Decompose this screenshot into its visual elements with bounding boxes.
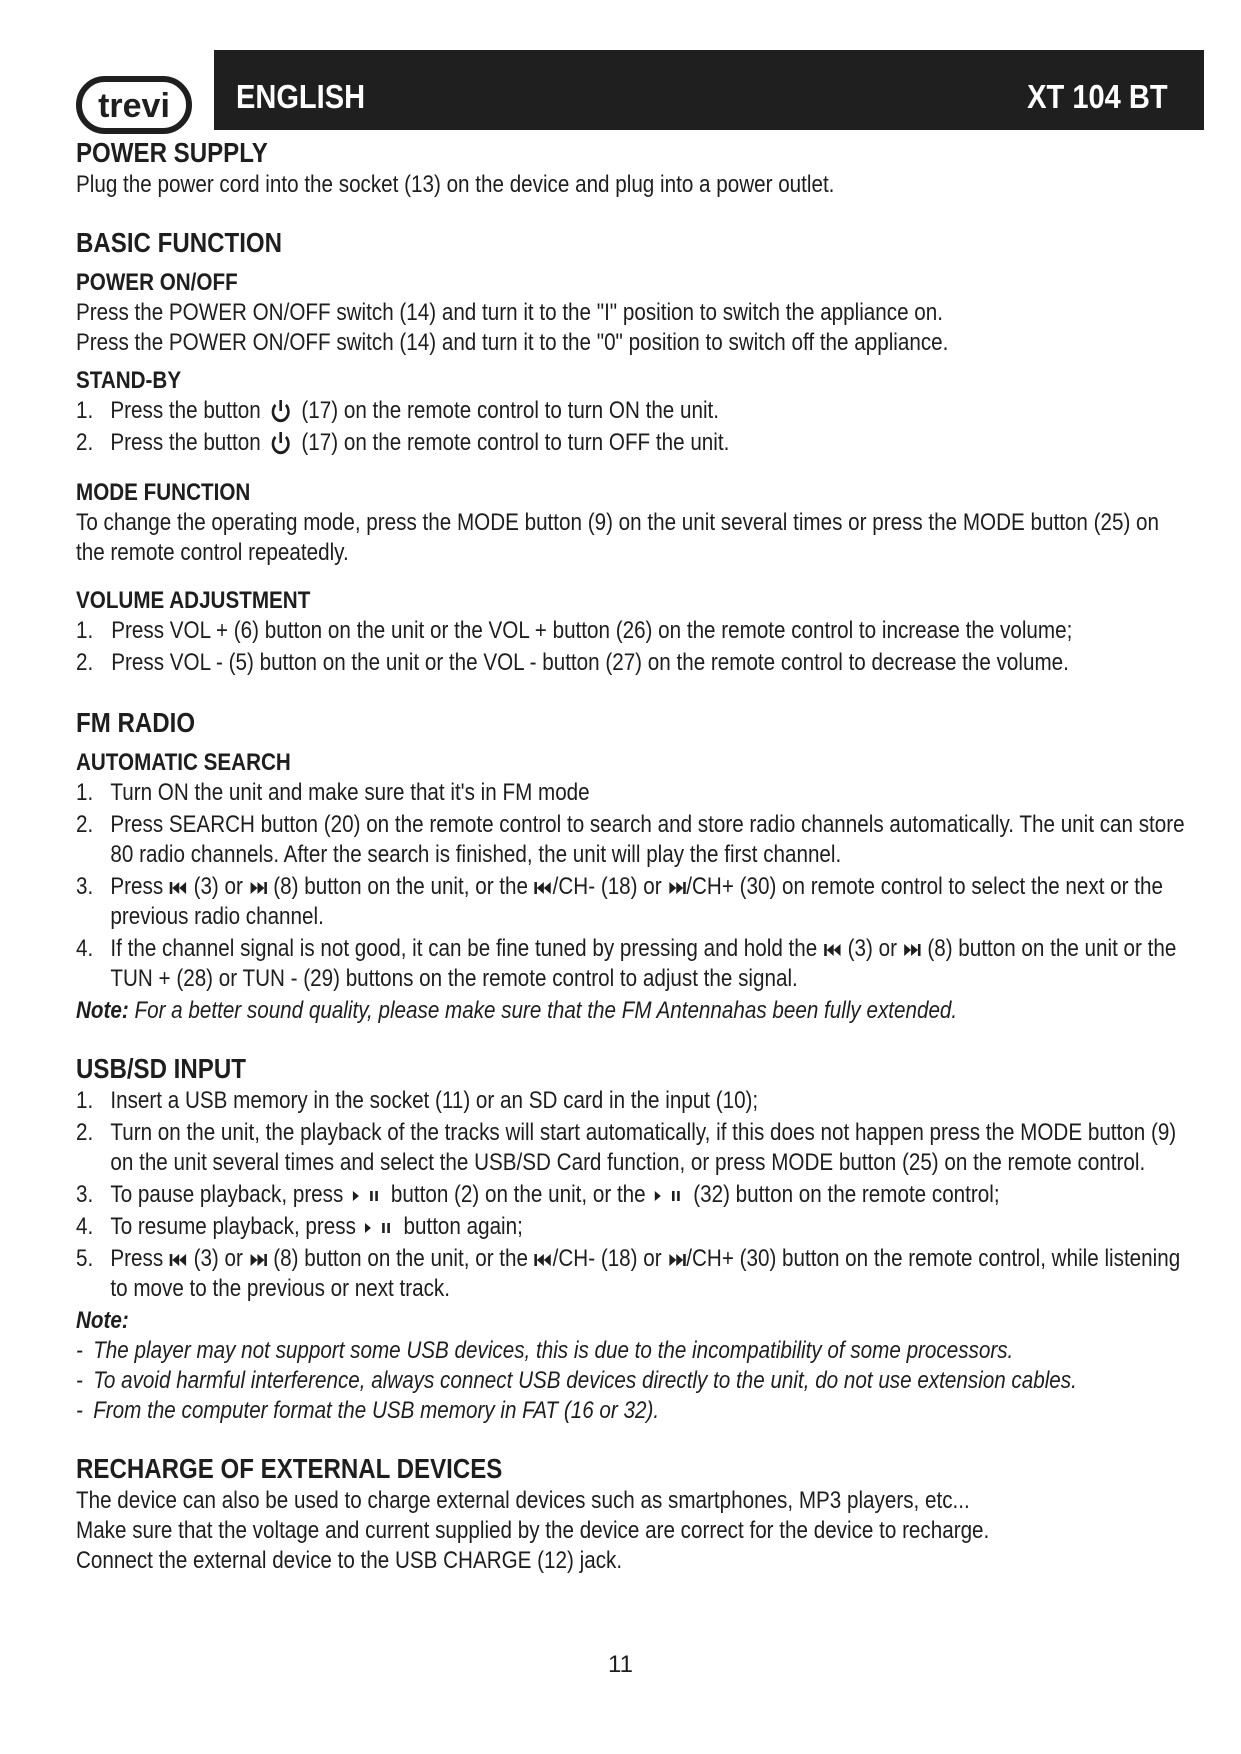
recharge-text: The device can also be used to charge external devices such as smartphones, MP3 players, etc... [76, 1487, 970, 1514]
standby-item: 1. Press the button (17) on the remote control to turn ON the unit. [76, 397, 720, 424]
power-supply-heading: POWER SUPPLY [76, 137, 268, 168]
standby-item: 2. Press the button (17) on the remote control to turn OFF the unit. [76, 429, 730, 456]
skip-back-icon [823, 942, 842, 958]
power-icon [266, 398, 295, 426]
usb-note-item: - The player may not support some USB devices, this is due to the incompatibility of some processors. [76, 1336, 1186, 1366]
skip-forward-icon [249, 1252, 268, 1268]
volume-item: 1. Press VOL + (6) button on the unit or the VOL + button (26) on the remote control to increase the volume; [76, 617, 1073, 644]
header-bar [214, 50, 1204, 130]
recharge-heading: RECHARGE OF EXTERNAL DEVICES [76, 1453, 503, 1484]
fm-item: 4. If the channel signal is not good, it can be fine tuned by pressing and hold the (3) or (8) button on the unit or the TUN + (28) or TUN - (29) buttons on the remote control to adjust the signal. [76, 935, 1177, 992]
power-off-text: Press the POWER ON/OFF switch (14) and turn it to the "0" position to switch off the appliance. [76, 329, 949, 356]
power-onoff-heading: POWER ON/OFF [76, 269, 238, 296]
skip-forward-icon [667, 1252, 686, 1268]
skip-forward-icon [903, 942, 922, 958]
volume-heading: VOLUME ADJUSTMENT [76, 587, 311, 614]
fm-note: Note: For a better sound quality, please make sure that the FM Antennahas been fully extended. [76, 997, 958, 1024]
fm-item: 3. Press (3) or (8) button on the unit, or the /CH- (18) or /CH+ (30) on remote control to select the next or the previous radio channel. [76, 873, 1163, 930]
play-pause-icon [362, 1220, 398, 1236]
model-label: XT 104 BT [1027, 78, 1168, 115]
usb-note-label: Note: [76, 1307, 129, 1334]
mode-function-text: To change the operating mode, press the MODE button (9) on the unit several times or press the MODE button (25) on the remote control repeatedly. [76, 509, 1160, 566]
volume-item: 2. Press VOL - (5) button on the unit or the VOL - button (27) on the remote control to decrease the volume. [76, 649, 1069, 676]
usb-note-item: - To avoid harmful interference, always connect USB devices directly to the unit, do not use extension cables. [76, 1366, 1186, 1396]
play-pause-icon [651, 1188, 687, 1204]
usb-note-item: - From the computer format the USB memory in FAT (16 or 32). [76, 1396, 1186, 1426]
trevi-logo [76, 76, 192, 134]
skip-forward-icon [249, 880, 268, 896]
automatic-search-heading: AUTOMATIC SEARCH [76, 749, 291, 776]
usb-item: 2. Turn on the unit, the playback of the tracks will start automatically, if this does not happen press the MODE button (9) on the unit several times and select the USB/SD Card function, or press MODE button (25) on the remote control. [76, 1119, 1177, 1176]
recharge-text: Make sure that the voltage and current supplied by the device are correct for the device to recharge. [76, 1517, 990, 1544]
standby-heading: STAND-BY [76, 367, 182, 394]
svg-text:trevi: trevi [98, 87, 170, 125]
language-label: ENGLISH [236, 78, 366, 115]
power-icon [266, 430, 295, 458]
skip-back-icon [534, 1252, 553, 1268]
usb-item: 1. Insert a USB memory in the socket (11) or an SD card in the input (10); [76, 1087, 759, 1114]
skip-back-icon [169, 880, 188, 896]
mode-function-heading: MODE FUNCTION [76, 479, 251, 506]
recharge-text: Connect the external device to the USB CHARGE (12) jack. [76, 1547, 623, 1574]
usb-item: 3. To pause playback, press button (2) on the unit, or the (32) button on the remote control; [76, 1181, 1000, 1208]
power-supply-text: Plug the power cord into the socket (13) on the device and plug into a power outlet. [76, 171, 835, 198]
usb-item: 4. To resume playback, press button again; [76, 1213, 523, 1240]
fm-item: 1. Turn ON the unit and make sure that it's in FM mode [76, 779, 590, 806]
power-on-text: Press the POWER ON/OFF switch (14) and turn it to the "I" position to switch the appliance on. [76, 299, 944, 326]
fm-item: 2. Press SEARCH button (20) on the remote control to search and store radio channels automatically. The unit can store 80 radio channels. After the search is finished, the unit will play the first channel. [76, 811, 1185, 868]
usb-sd-heading: USB/SD INPUT [76, 1053, 246, 1084]
basic-function-heading: BASIC FUNCTION [76, 227, 283, 258]
skip-back-icon [169, 1252, 188, 1268]
skip-back-icon [534, 880, 553, 896]
skip-forward-icon [667, 880, 686, 896]
page-number: 11 [608, 1651, 633, 1678]
usb-item: 5. Press (3) or (8) button on the unit, or the /CH- (18) or /CH+ (30) button on the remote control, while listening to move to the previous or next track. [76, 1245, 1181, 1302]
fm-radio-heading: FM RADIO [76, 707, 196, 738]
manual-content [76, 136, 1186, 1576]
play-pause-icon [349, 1188, 385, 1204]
